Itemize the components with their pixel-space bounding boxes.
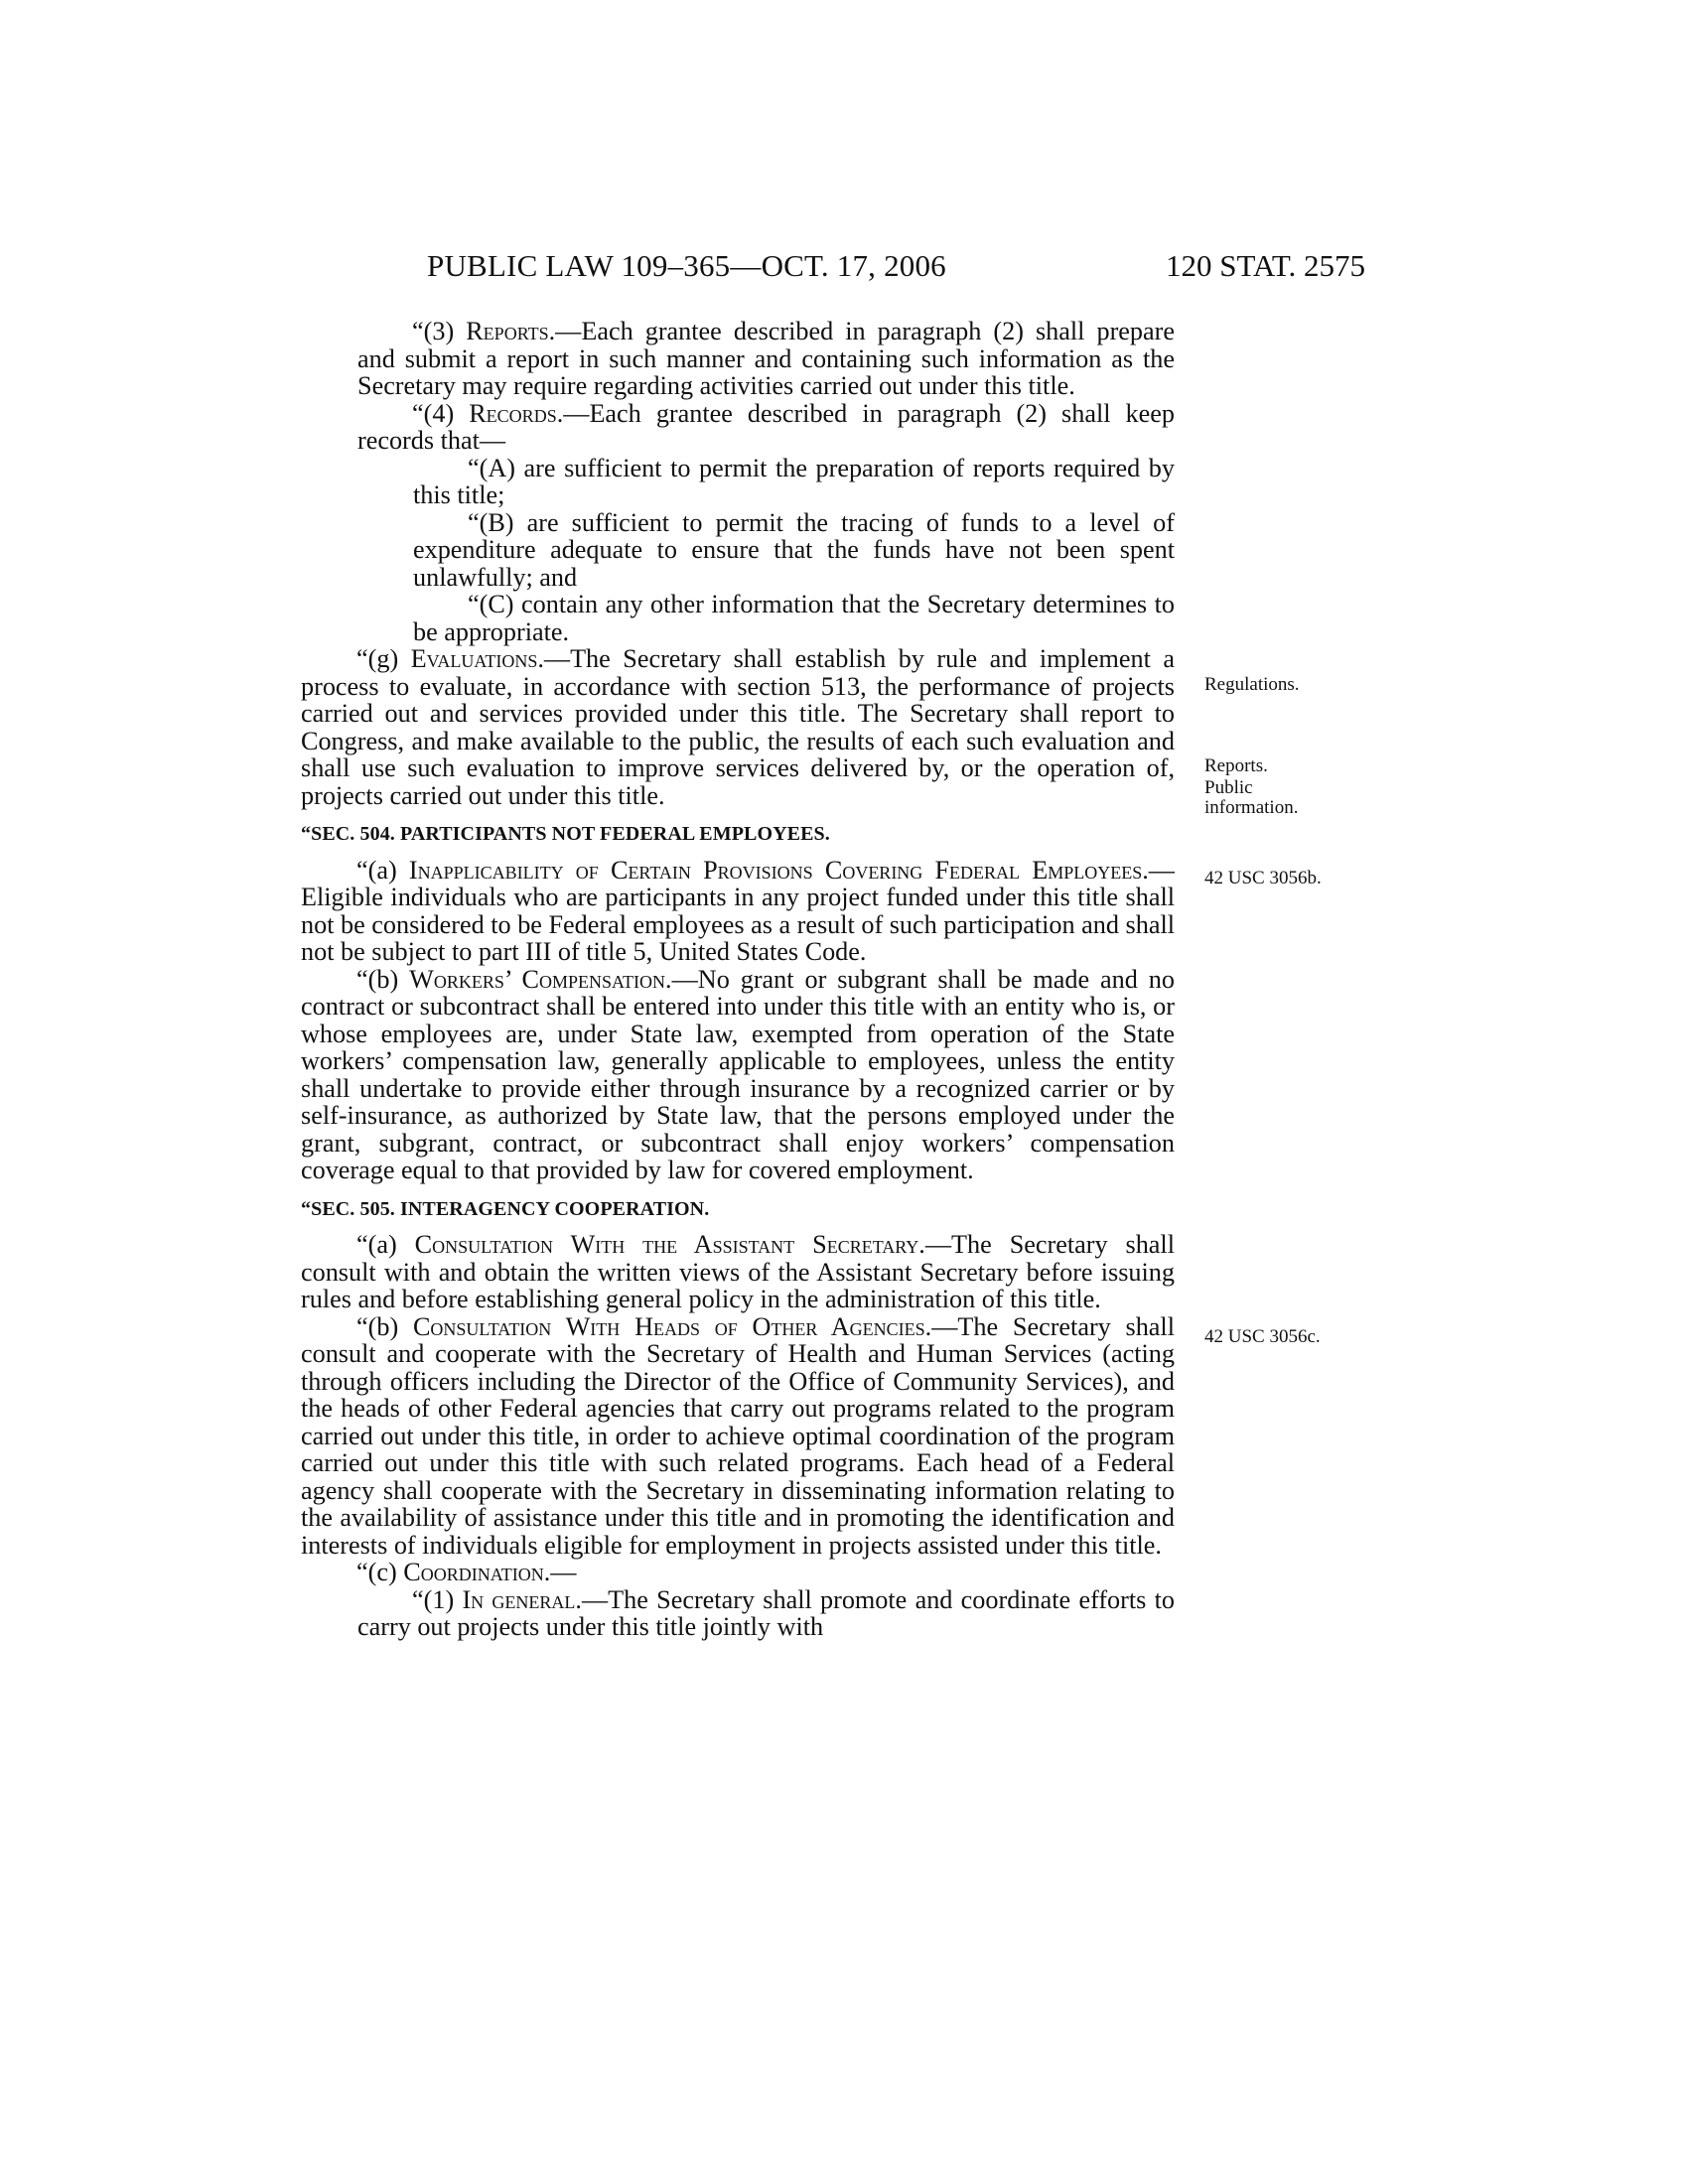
margin-note-public-information: Public information.	[1204, 777, 1299, 818]
section-505-heading: “SEC. 505. INTERAGENCY COOPERATION.	[301, 1197, 710, 1220]
page-header	[303, 248, 1365, 288]
subparagraph-a: “(A) are sufficient to permit the preparation of reports required by this title;	[413, 453, 1175, 509]
paragraph-3-reports: “(3) Reports.—Each grantee described in paragraph (2) shall prepare and submit a report in such manner and containing such information as the Secretary may require regarding activities carried out under this title.	[357, 317, 1175, 400]
paragraph-heading: Records.	[469, 398, 564, 428]
margin-note-usc-3056b: 42 USC 3056b.	[1204, 868, 1322, 888]
section-505-subsection-c: “(c) Coordination.—	[356, 1558, 577, 1586]
subsection-heading: Evaluations.	[410, 644, 544, 673]
margin-note-usc-3056c: 42 USC 3056c.	[1204, 1326, 1321, 1347]
section-504-subsection-a: “(a) Inapplicability of Certain Provisions Covering Federal Employees.—Eligible individuals who are participants in any project funded under this title shall not be considered to be Federal employees as a result of such participation and shall not be subject to part III of title 5, United States Code.	[301, 855, 1175, 966]
subsection-heading: Inapplicability of Certain Provisions Covering Federal Employees.	[408, 855, 1149, 885]
paragraph-4-records: “(4) Records.—Each grantee described in paragraph (2) shall keep records that—	[357, 398, 1175, 455]
section-505-subsection-b: “(b) Consultation With Heads of Other Agencies.—The Secretary shall consult and cooperate with the Secretary of Health and Human Services (acting through officers including the Director of the Office of Community Services), and the heads of other Federal agencies that carry out programs related to the program carried out under this title, in order to achieve optimal coordination of the program carried out under this title with such related programs. Each head of a Federal agency shall cooperate with the Secretary in disseminating information relating to the availability of assistance under this title and in promoting the identification and interests of individuals eligible for employment in projects assisted under this title.	[301, 1311, 1175, 1560]
running-title: PUBLIC LAW 109–365—OCT. 17, 2006	[427, 248, 946, 283]
subparagraph-b: “(B) are sufficient to permit the tracing of funds to a level of expenditure adequate to ensure that the funds have not been spent unlawfully; and	[413, 507, 1175, 592]
section-504-subsection-b: “(b) Workers’ Compensation.—No grant or subgrant shall be made and no contract or subcontract shall be entered into under this title with an entity who is, or whose employees are, under State law, exempted from operation of the State workers’ compensation law, generally applicable to employees, unless the entity shall undertake to provide either through insurance by a recognized carrier or by self-insurance, as authorized by State law, that the persons employed under the grant, subgrant, contract, or subcontract shall enjoy workers’ compensation coverage equal to that provided by law for covered employment.	[301, 964, 1175, 1184]
subsection-heading: Consultation With Heads of Other Agencies.	[412, 1311, 932, 1341]
subsection-heading: Consultation With the Assistant Secretary.	[414, 1230, 925, 1259]
statute-text	[301, 318, 1175, 1641]
subsection-heading: Coordination.	[403, 1558, 551, 1586]
section-505-subsection-a: “(a) Consultation With the Assistant Secretary.—The Secretary shall consult with and obtain the written views of the Assistant Secretary before issuing rules and before establishing general policy in the administration of this title.	[301, 1230, 1175, 1313]
paragraph-heading: In general.	[462, 1584, 582, 1614]
margin-note-regulations: Regulations.	[1204, 674, 1300, 695]
subparagraph-c: “(C) contain any other information that the Secretary determines to be appropriate.	[413, 590, 1175, 646]
subsection-g-evaluations: “(g) Evaluations.—The Secretary shall establish by rule and implement a process to evaluate, in accordance with section 513, the performance of projects carried out and services provided under this title. The Secretary shall report to Congress, and make available to the public, the results of each such evaluation and shall use such evaluation to improve services delivered by, or the operation of, projects carried out under this title.	[301, 644, 1175, 810]
subsection-heading: Workers’ Compensation.	[409, 964, 672, 994]
paragraph-heading: Reports.	[466, 317, 556, 345]
section-504-heading: “SEC. 504. PARTICIPANTS NOT FEDERAL EMPLOYEES.	[301, 823, 830, 845]
margin-note-reports: Reports.	[1204, 755, 1268, 776]
section-505-c-paragraph-1: “(1) In general.—The Secretary shall promote and coordinate efforts to carry out projects under this title jointly with	[357, 1584, 1175, 1641]
statute-page-number: 120 STAT. 2575	[1165, 248, 1365, 283]
